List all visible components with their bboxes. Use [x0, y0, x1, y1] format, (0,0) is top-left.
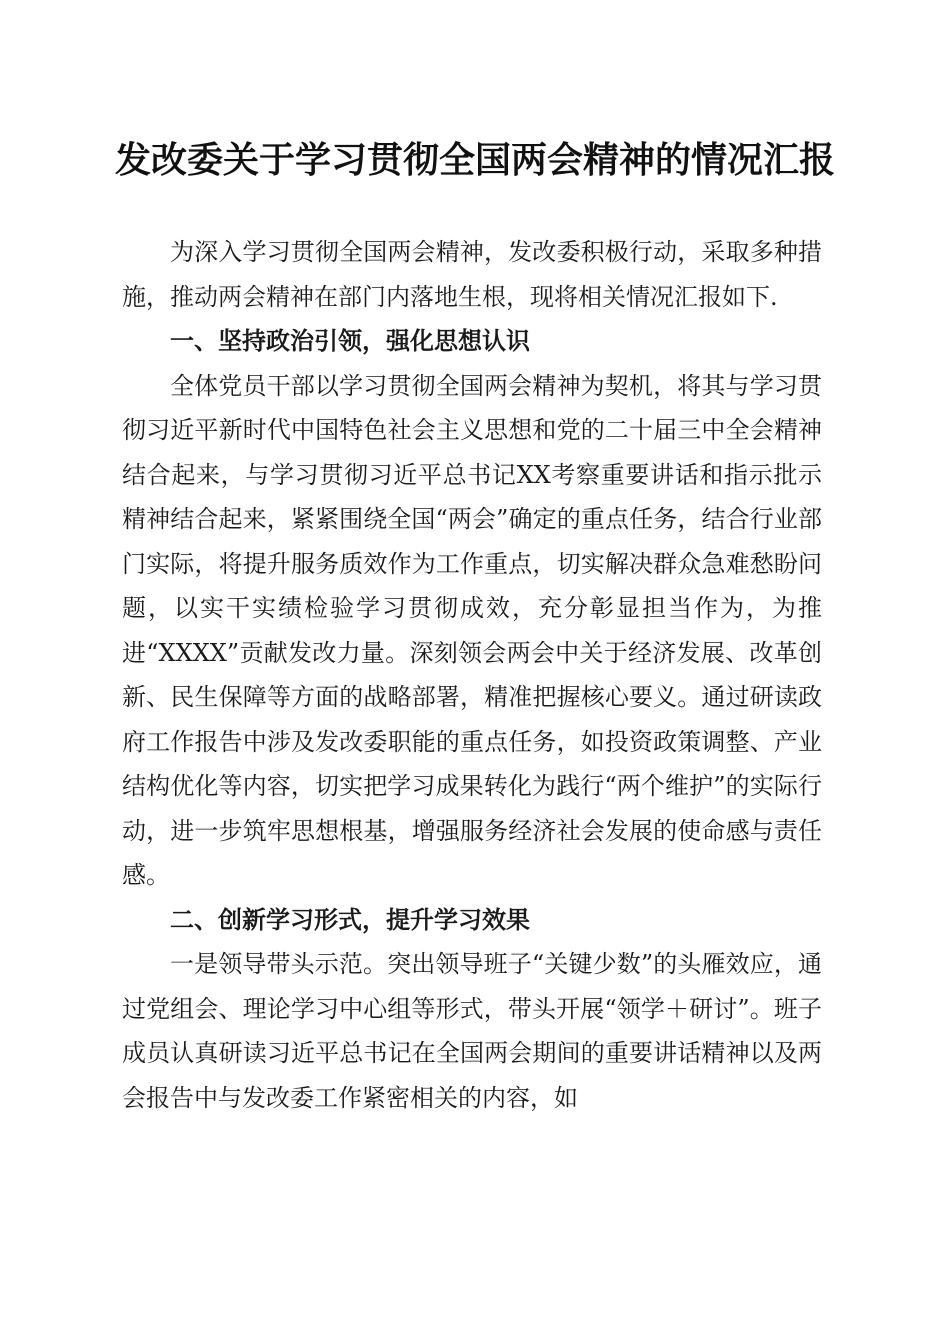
section-heading-1: 一、坚持政治引领，强化思想认识	[170, 327, 530, 355]
section-heading-2: 二、创新学习形式，提升学习效果	[170, 905, 530, 934]
document-title: 发改委关于学习贯彻全国两会精神的情况汇报	[114, 139, 835, 181]
document-body	[122, 230, 822, 1120]
intro-paragraph: 为深入学习贯彻全国两会精神，发改委积极行动，采取多种措施，推动两会精神在部门内落地生根，现将相关情况汇报如下.	[122, 238, 822, 311]
section-1-paragraph: 全体党员干部以学习贯彻全国两会精神为契机，将其与学习贯彻习近平新时代中国特色社会主义思想和党的二十届三中全会精神结合起来，与学习贯彻习近平总书记XX考察重要讲话和指示批示精神结合起来，紧紧围绕全国“两会”确定的重点任务，结合行业部门实际，将提升服务质效作为工作重点，切实解决群众急难愁盼问题，以实干实绩检验学习贯彻成效，充分彰显担当作为，为推进“XXXX”贡献发改力量。深刻领会两会中关于经济发展、改革创新、民生保障等方面的战略部署，精准把握核心要义。通过研读政府工作报告中涉及发改委职能的重点任务，如投资政策调整、产业结构优化等内容，切实把学习成果转化为践行“两个维护”的实际行动，进一步筑牢思想根基，增强服务经济社会发展的使命感与责任感。	[122, 371, 822, 889]
section-2-paragraph: 一是领导带头示范。突出领导班子“关键少数”的头雁效应，通过党组会、理论学习中心组等形式，带头开展“领学＋研讨”。班子成员认真研读习近平总书记在全国两会期间的重要讲话精神以及两会报告中与发改委工作紧密相关的内容，如	[122, 950, 822, 1112]
